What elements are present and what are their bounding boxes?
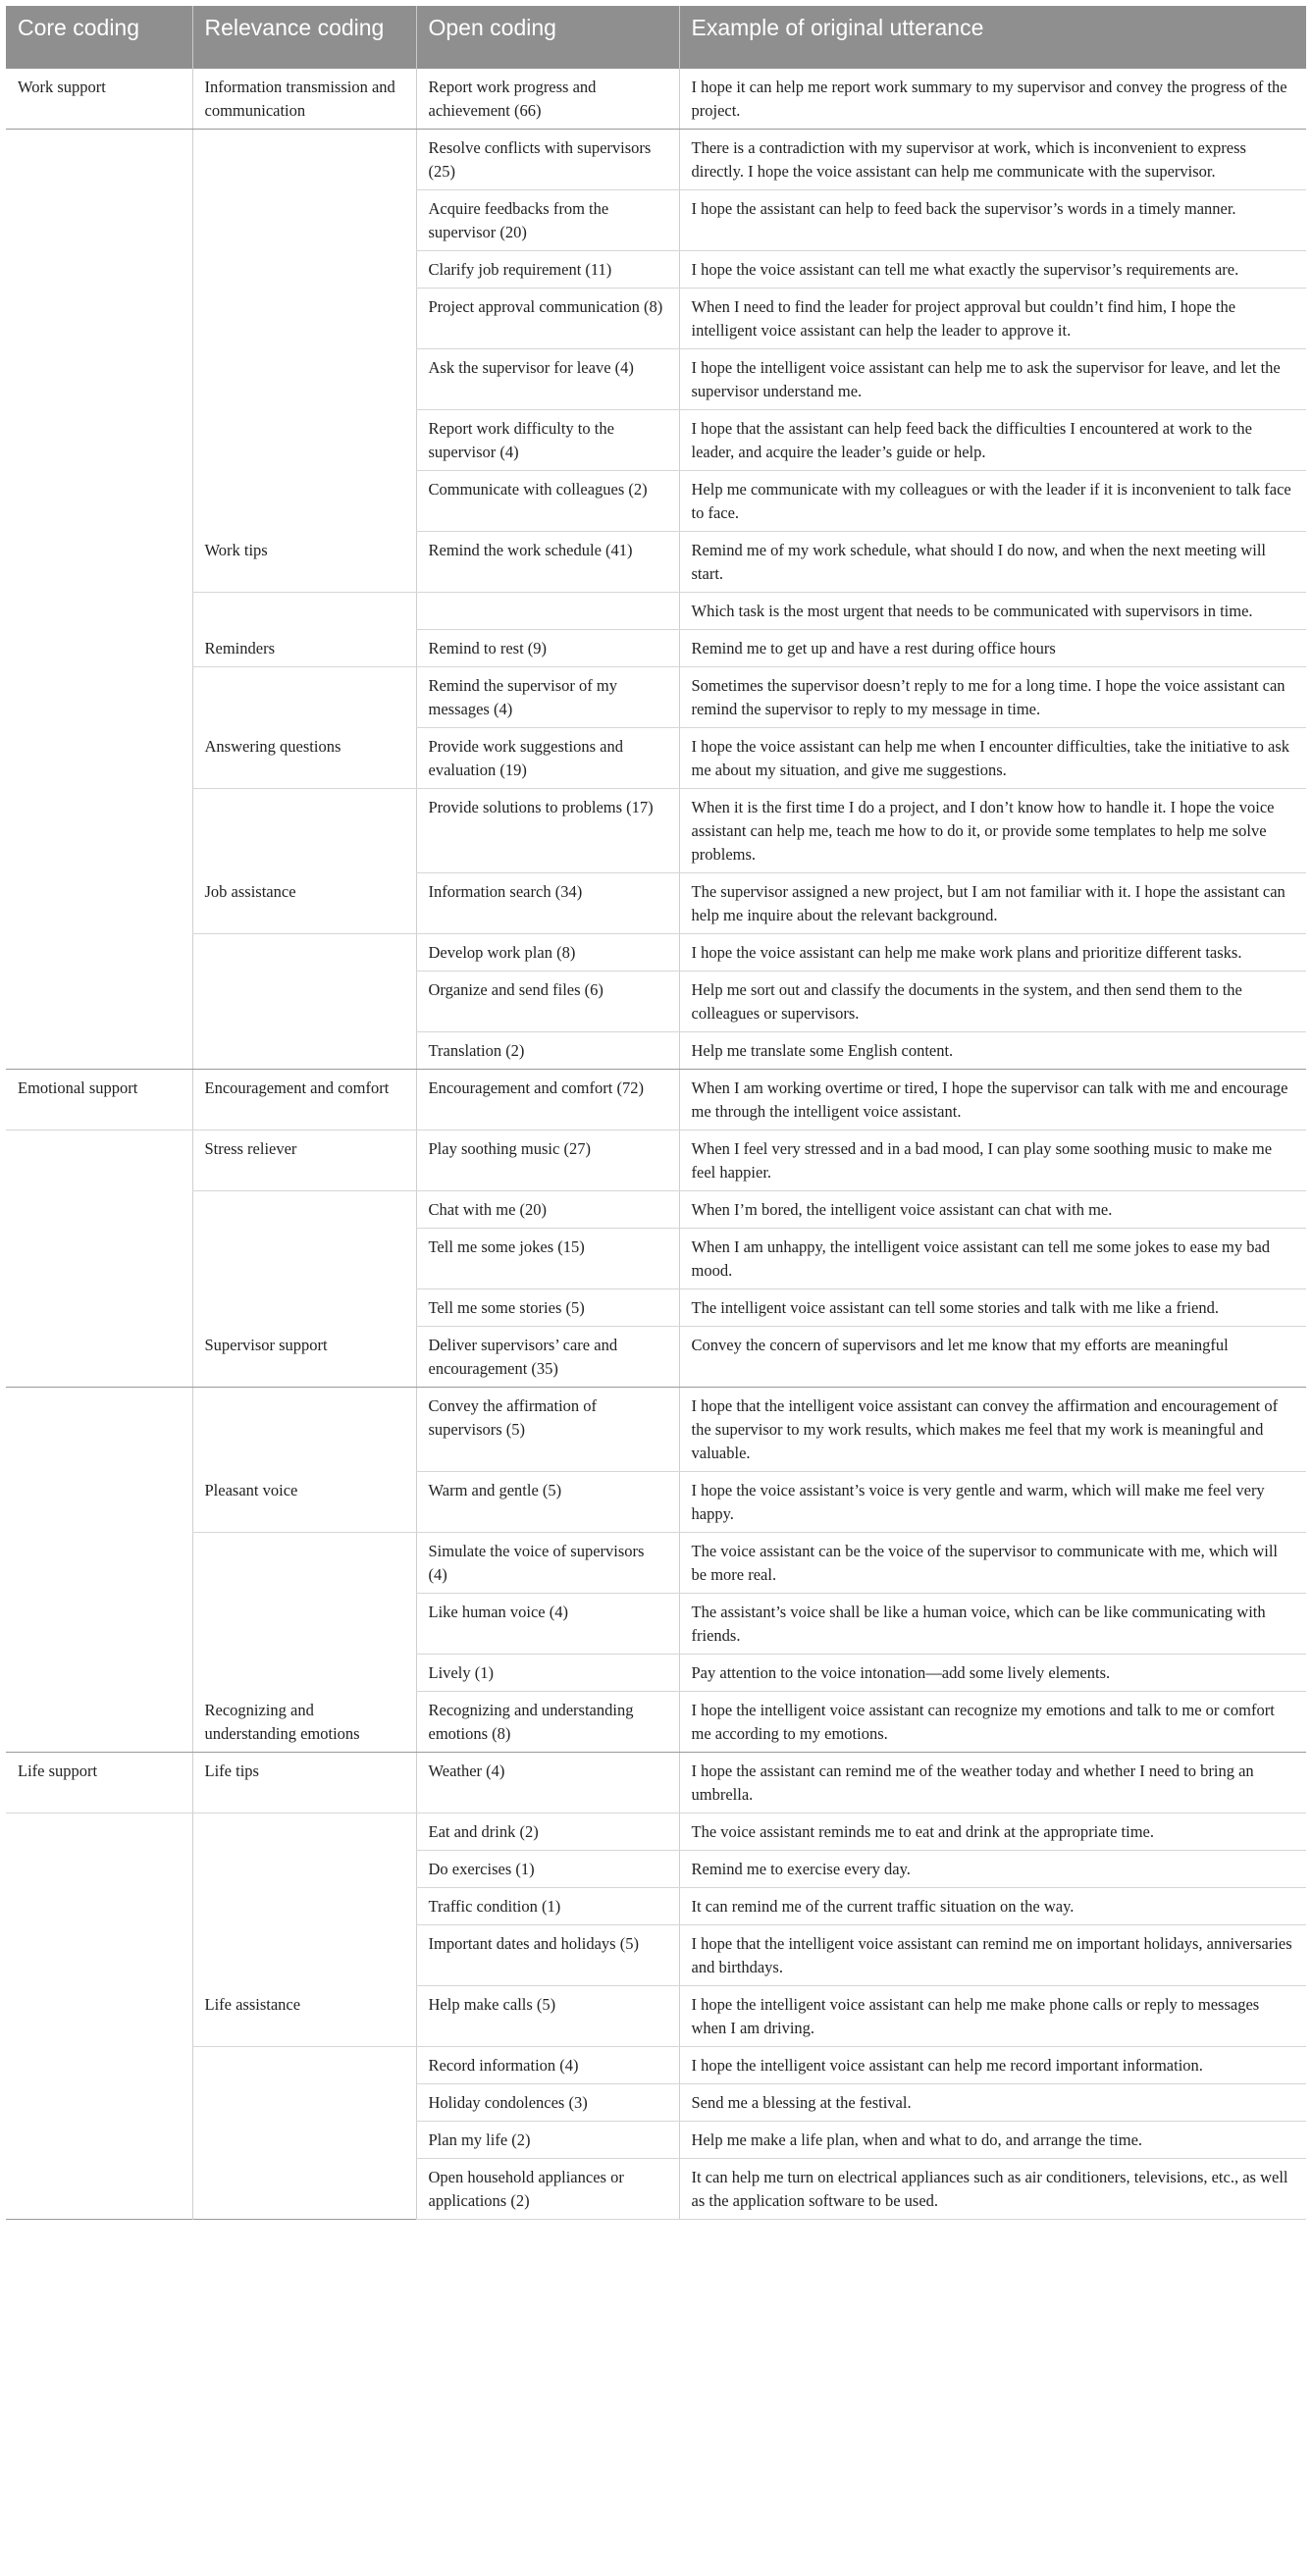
example-utterance-cell: It can remind me of the current traffic situation on the way. [679, 1888, 1306, 1925]
table-row [6, 1692, 1306, 1753]
example-utterance-cell: I hope that the intelligent voice assistant can convey the affirmation and encouragement of the supervisor to my work results, which makes me feel that my work is meaningful and valuable. [679, 1388, 1306, 1472]
open-coding-cell: Clarify job requirement (11) [416, 251, 679, 289]
relevance-coding-cell [192, 789, 416, 873]
open-coding-cell: Organize and send files (6) [416, 972, 679, 1032]
open-coding-cell: Project approval communication (8) [416, 289, 679, 349]
example-utterance-cell: Pay attention to the voice intonation—add some lively elements. [679, 1655, 1306, 1692]
core-coding-cell [6, 1289, 192, 1327]
core-coding-cell [6, 1191, 192, 1229]
relevance-coding-cell [192, 1888, 416, 1925]
core-coding-cell [6, 1388, 192, 1472]
relevance-coding-cell [192, 1851, 416, 1888]
relevance-coding-cell [192, 471, 416, 532]
table-row [6, 1753, 1306, 1814]
example-utterance-cell: When I’m bored, the intelligent voice assistant can chat with me. [679, 1191, 1306, 1229]
table-header [6, 6, 1306, 69]
example-utterance-cell: When I feel very stressed and in a bad mood, I can play some soothing music to make me feel happier. [679, 1130, 1306, 1191]
example-utterance-cell: Help me make a life plan, when and what to do, and arrange the time. [679, 2122, 1306, 2159]
core-coding-cell [6, 972, 192, 1032]
table-row [6, 873, 1306, 934]
coding-table [6, 6, 1306, 2220]
open-coding-cell: Open household appliances or applications (2) [416, 2159, 679, 2220]
table-row [6, 667, 1306, 728]
relevance-coding-cell [192, 1289, 416, 1327]
table-row [6, 789, 1306, 873]
example-utterance-cell: Remind me to get up and have a rest during office hours [679, 630, 1306, 667]
example-utterance-cell: There is a contradiction with my supervisor at work, which is inconvenient to express directly. I hope the voice assistant can help me communicate with the supervisor. [679, 130, 1306, 190]
relevance-coding-cell [192, 349, 416, 410]
core-coding-cell [6, 789, 192, 873]
relevance-coding-cell [192, 1533, 416, 1594]
example-utterance-cell: I hope the assistant can remind me of the weather today and whether I need to bring an umbrella. [679, 1753, 1306, 1814]
example-utterance-cell: It can help me turn on electrical appliances such as air conditioners, televisions, etc., as well as the application software to be used. [679, 2159, 1306, 2220]
example-utterance-cell: The voice assistant can be the voice of the supervisor to communicate with me, which will be more real. [679, 1533, 1306, 1594]
header-core-coding: Core coding [6, 6, 192, 69]
open-coding-cell: Do exercises (1) [416, 1851, 679, 1888]
relevance-coding-cell: Work tips [192, 532, 416, 593]
open-coding-cell: Resolve conflicts with supervisors (25) [416, 130, 679, 190]
open-coding-cell: Remind the supervisor of my messages (4) [416, 667, 679, 728]
table-row [6, 1925, 1306, 1986]
example-utterance-cell: Remind me to exercise every day. [679, 1851, 1306, 1888]
open-coding-cell: Develop work plan (8) [416, 934, 679, 972]
core-coding-cell [6, 1032, 192, 1070]
table-row [6, 190, 1306, 251]
relevance-coding-cell: Information transmission and communication [192, 69, 416, 130]
open-coding-cell: Report work progress and achievement (66) [416, 69, 679, 130]
core-coding-cell [6, 1594, 192, 1655]
example-utterance-cell: Help me translate some English content. [679, 1032, 1306, 1070]
open-coding-cell: Lively (1) [416, 1655, 679, 1692]
example-utterance-cell: I hope it can help me report work summary to my supervisor and convey the progress of the project. [679, 69, 1306, 130]
open-coding-cell: Important dates and holidays (5) [416, 1925, 679, 1986]
example-utterance-cell: I hope the assistant can help to feed back the supervisor’s words in a timely manner. [679, 190, 1306, 251]
core-coding-cell [6, 1692, 192, 1753]
table-row [6, 1655, 1306, 1692]
open-coding-cell: Holiday condolences (3) [416, 2084, 679, 2122]
table-row [6, 1533, 1306, 1594]
open-coding-cell: Plan my life (2) [416, 2122, 679, 2159]
core-coding-cell [6, 130, 192, 190]
table-row [6, 1388, 1306, 1472]
relevance-coding-cell: Job assistance [192, 873, 416, 934]
core-coding-cell [6, 1327, 192, 1388]
example-utterance-cell: I hope the voice assistant can help me when I encounter difficulties, take the initiative to ask me about my situation, and give me suggestions. [679, 728, 1306, 789]
core-coding-cell [6, 2122, 192, 2159]
relevance-coding-cell [192, 251, 416, 289]
relevance-coding-cell [192, 1925, 416, 1986]
table-row [6, 471, 1306, 532]
example-utterance-cell: The supervisor assigned a new project, but I am not familiar with it. I hope the assistant can help me inquire about the relevant background. [679, 873, 1306, 934]
table-row [6, 1130, 1306, 1191]
table-row [6, 69, 1306, 130]
core-coding-cell [6, 1888, 192, 1925]
relevance-coding-cell [192, 1032, 416, 1070]
open-coding-cell: Help make calls (5) [416, 1986, 679, 2047]
relevance-coding-cell: Life tips [192, 1753, 416, 1814]
table-row [6, 1814, 1306, 1851]
header-row [6, 6, 1306, 69]
open-coding-cell: Weather (4) [416, 1753, 679, 1814]
table-row [6, 630, 1306, 667]
core-coding-cell [6, 289, 192, 349]
relevance-coding-cell: Stress reliever [192, 1130, 416, 1191]
open-coding-cell: Convey the affirmation of supervisors (5) [416, 1388, 679, 1472]
core-coding-cell: Emotional support [6, 1070, 192, 1130]
core-coding-cell [6, 532, 192, 593]
table-body [6, 69, 1306, 2220]
relevance-coding-cell [192, 2047, 416, 2084]
example-utterance-cell: Send me a blessing at the festival. [679, 2084, 1306, 2122]
table-row [6, 728, 1306, 789]
example-utterance-cell: I hope the voice assistant can tell me what exactly the supervisor’s requirements are. [679, 251, 1306, 289]
core-coding-cell [6, 1814, 192, 1851]
relevance-coding-cell: Supervisor support [192, 1327, 416, 1388]
open-coding-cell: Tell me some jokes (15) [416, 1229, 679, 1289]
table-row [6, 2084, 1306, 2122]
example-utterance-cell: When it is the first time I do a project, and I don’t know how to handle it. I hope the voice assistant can help me, teach me how to do it, or provide some templates to help me solve problems. [679, 789, 1306, 873]
table-row [6, 1472, 1306, 1533]
open-coding-cell: Warm and gentle (5) [416, 1472, 679, 1533]
core-coding-cell [6, 630, 192, 667]
open-coding-cell: Provide work suggestions and evaluation (19) [416, 728, 679, 789]
core-coding-cell [6, 2159, 192, 2220]
example-utterance-cell: The intelligent voice assistant can tell some stories and talk with me like a friend. [679, 1289, 1306, 1327]
core-coding-cell [6, 1925, 192, 1986]
table-row [6, 1888, 1306, 1925]
relevance-coding-cell: Reminders [192, 630, 416, 667]
example-utterance-cell: Sometimes the supervisor doesn’t reply to me for a long time. I hope the voice assistant can remind the supervisor to reply to my message in time. [679, 667, 1306, 728]
table-row [6, 1851, 1306, 1888]
example-utterance-cell: I hope that the assistant can help feed back the difficulties I encountered at work to the leader, and acquire the leader’s guide or help. [679, 410, 1306, 471]
relevance-coding-cell [192, 1191, 416, 1229]
open-coding-cell: Acquire feedbacks from the supervisor (20) [416, 190, 679, 251]
open-coding-cell: Simulate the voice of supervisors (4) [416, 1533, 679, 1594]
open-coding-cell [416, 593, 679, 630]
open-coding-cell: Deliver supervisors’ care and encouragement (35) [416, 1327, 679, 1388]
core-coding-cell [6, 728, 192, 789]
open-coding-cell: Remind to rest (9) [416, 630, 679, 667]
relevance-coding-cell [192, 593, 416, 630]
open-coding-cell: Report work difficulty to the supervisor (4) [416, 410, 679, 471]
core-coding-cell [6, 1472, 192, 1533]
core-coding-cell: Life support [6, 1753, 192, 1814]
core-coding-cell [6, 1986, 192, 2047]
table-row [6, 289, 1306, 349]
example-utterance-cell: I hope the intelligent voice assistant can recognize my emotions and talk to me or comfort me according to my emotions. [679, 1692, 1306, 1753]
relevance-coding-cell [192, 972, 416, 1032]
core-coding-cell [6, 934, 192, 972]
example-utterance-cell: Which task is the most urgent that needs to be communicated with supervisors in time. [679, 593, 1306, 630]
open-coding-cell: Encouragement and comfort (72) [416, 1070, 679, 1130]
example-utterance-cell: The assistant’s voice shall be like a human voice, which can be like communicating with friends. [679, 1594, 1306, 1655]
open-coding-cell: Record information (4) [416, 2047, 679, 2084]
open-coding-cell: Translation (2) [416, 1032, 679, 1070]
relevance-coding-cell [192, 2122, 416, 2159]
relevance-coding-cell: Pleasant voice [192, 1472, 416, 1533]
core-coding-cell [6, 190, 192, 251]
core-coding-cell [6, 251, 192, 289]
example-utterance-cell: Convey the concern of supervisors and let me know that my efforts are meaningful [679, 1327, 1306, 1388]
open-coding-cell: Like human voice (4) [416, 1594, 679, 1655]
core-coding-cell [6, 593, 192, 630]
relevance-coding-cell: Encouragement and comfort [192, 1070, 416, 1130]
relevance-coding-cell [192, 1655, 416, 1692]
relevance-coding-cell: Answering questions [192, 728, 416, 789]
table-row [6, 2047, 1306, 2084]
table-row [6, 1032, 1306, 1070]
table-row [6, 1229, 1306, 1289]
open-coding-cell: Traffic condition (1) [416, 1888, 679, 1925]
example-utterance-cell: I hope the intelligent voice assistant can help me to ask the supervisor for leave, and let the supervisor understand me. [679, 349, 1306, 410]
table-row [6, 2122, 1306, 2159]
relevance-coding-cell [192, 289, 416, 349]
table-row [6, 410, 1306, 471]
open-coding-cell: Ask the supervisor for leave (4) [416, 349, 679, 410]
example-utterance-cell: When I need to find the leader for project approval but couldn’t find him, I hope the intelligent voice assistant can help the leader to approve it. [679, 289, 1306, 349]
table-row [6, 972, 1306, 1032]
example-utterance-cell: When I am working overtime or tired, I hope the supervisor can talk with me and encourage me through the intelligent voice assistant. [679, 1070, 1306, 1130]
open-coding-cell: Communicate with colleagues (2) [416, 471, 679, 532]
core-coding-cell: Work support [6, 69, 192, 130]
table-row [6, 1327, 1306, 1388]
relevance-coding-cell [192, 130, 416, 190]
table-row [6, 1594, 1306, 1655]
relevance-coding-cell [192, 410, 416, 471]
example-utterance-cell: I hope that the intelligent voice assistant can remind me on important holidays, anniversaries and birthdays. [679, 1925, 1306, 1986]
table-row [6, 130, 1306, 190]
example-utterance-cell: When I am unhappy, the intelligent voice assistant can tell me some jokes to ease my bad mood. [679, 1229, 1306, 1289]
core-coding-cell [6, 410, 192, 471]
open-coding-cell: Eat and drink (2) [416, 1814, 679, 1851]
relevance-coding-cell [192, 934, 416, 972]
relevance-coding-cell [192, 1814, 416, 1851]
header-open-coding: Open coding [416, 6, 679, 69]
table-row [6, 251, 1306, 289]
table-row [6, 1070, 1306, 1130]
relevance-coding-cell [192, 667, 416, 728]
table-row [6, 1986, 1306, 2047]
open-coding-cell: Information search (34) [416, 873, 679, 934]
example-utterance-cell: I hope the intelligent voice assistant can help me make phone calls or reply to messages when I am driving. [679, 1986, 1306, 2047]
relevance-coding-cell [192, 2159, 416, 2220]
core-coding-cell [6, 471, 192, 532]
table-row [6, 2159, 1306, 2220]
relevance-coding-cell [192, 2084, 416, 2122]
example-utterance-cell: The voice assistant reminds me to eat and drink at the appropriate time. [679, 1814, 1306, 1851]
core-coding-cell [6, 1130, 192, 1191]
example-utterance-cell: I hope the intelligent voice assistant can help me record important information. [679, 2047, 1306, 2084]
example-utterance-cell: I hope the voice assistant’s voice is very gentle and warm, which will make me feel very happy. [679, 1472, 1306, 1533]
example-utterance-cell: I hope the voice assistant can help me make work plans and prioritize different tasks. [679, 934, 1306, 972]
table-row [6, 1191, 1306, 1229]
table-row [6, 934, 1306, 972]
open-coding-cell: Play soothing music (27) [416, 1130, 679, 1191]
core-coding-cell [6, 2084, 192, 2122]
open-coding-cell: Remind the work schedule (41) [416, 532, 679, 593]
table-row [6, 532, 1306, 593]
core-coding-cell [6, 667, 192, 728]
core-coding-cell [6, 1229, 192, 1289]
core-coding-cell [6, 1533, 192, 1594]
table-row [6, 349, 1306, 410]
relevance-coding-cell [192, 1594, 416, 1655]
core-coding-cell [6, 1655, 192, 1692]
core-coding-cell [6, 349, 192, 410]
relevance-coding-cell: Recognizing and understanding emotions [192, 1692, 416, 1753]
core-coding-cell [6, 2047, 192, 2084]
header-relevance-coding: Relevance coding [192, 6, 416, 69]
header-example-utterance: Example of original utterance [679, 6, 1306, 69]
relevance-coding-cell: Life assistance [192, 1986, 416, 2047]
table-row [6, 1289, 1306, 1327]
open-coding-cell: Provide solutions to problems (17) [416, 789, 679, 873]
open-coding-cell: Tell me some stories (5) [416, 1289, 679, 1327]
relevance-coding-cell [192, 1229, 416, 1289]
core-coding-cell [6, 1851, 192, 1888]
core-coding-cell [6, 873, 192, 934]
relevance-coding-cell [192, 1388, 416, 1472]
relevance-coding-cell [192, 190, 416, 251]
table-row [6, 593, 1306, 630]
example-utterance-cell: Help me communicate with my colleagues or with the leader if it is inconvenient to talk face to face. [679, 471, 1306, 532]
example-utterance-cell: Remind me of my work schedule, what should I do now, and when the next meeting will start. [679, 532, 1306, 593]
open-coding-cell: Recognizing and understanding emotions (8) [416, 1692, 679, 1753]
example-utterance-cell: Help me sort out and classify the documents in the system, and then send them to the colleagues or supervisors. [679, 972, 1306, 1032]
open-coding-cell: Chat with me (20) [416, 1191, 679, 1229]
